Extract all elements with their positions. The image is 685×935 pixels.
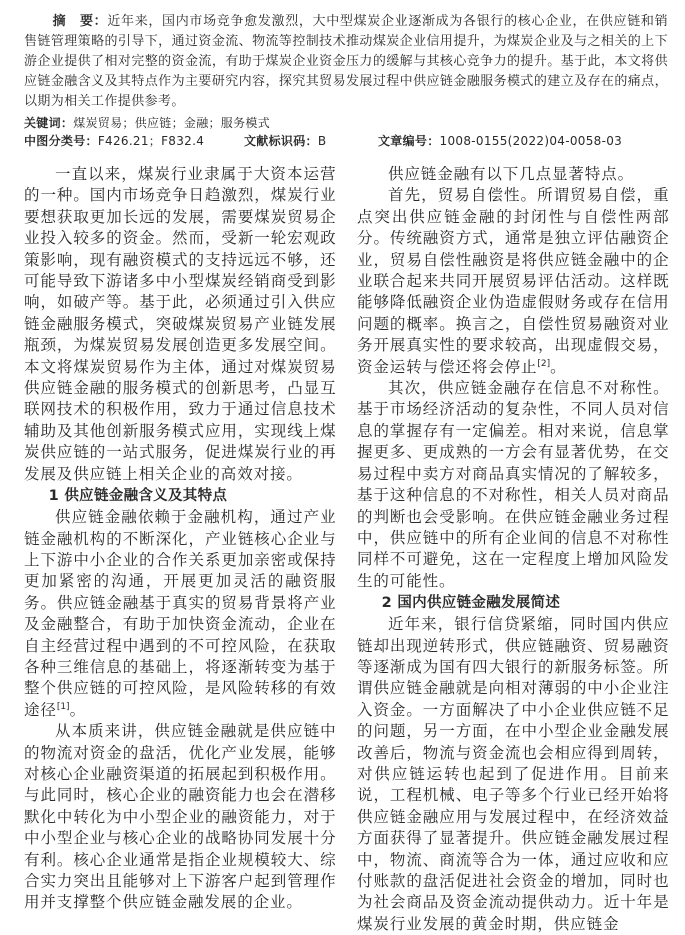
keywords [24, 114, 685, 132]
abstract-text: 近年来，国内市场竞争愈发激烈，大中型煤炭企业逐渐成为各银行的核心企业，在供应链和销售链管理策略的引导下，通过资金流、物流等控制技术推动煤炭企业信用提升，为煤炭企业及与之相关的上下游企业提供了相对完整的资金流，有助于煤炭企业资金压力的缓解与其核心竞争力的提升。基于此，本文将供应链金融含义及其特点作为主要研究内容，探究其贸易发展过程中供应链金融服务模式的建立及存在的痛点，以期为相关工作提供参考。 [24, 14, 668, 109]
left-column [24, 164, 337, 935]
keywords-label: 关键词： [24, 116, 74, 130]
citation-ref: [1] [56, 701, 70, 712]
paragraph: 从本质来讲，供应链金融就是供应链中的物流对资金的盘活，优化产业发展，能够对核心企业融资渠道的拓展起到积极作用。与此同时，核心企业的融资能力也会在潜移默化中转化为中小型企业的融资能力，对于中小型企业与核心企业的战略协同发展十分有利。核心企业通常是指企业规模较大、综合实力突出且能够对上下游客户起到管理作用并支撑整个供应链金融发展的企业。 [24, 722, 337, 912]
paragraph: 近年来，银行信贷紧缩，同时国内供应链却出现逆转形式，供应链融资、贸易融资等逐渐成为国有四大银行的新服务标签。所谓供应链金融就是向相对薄弱的中小企业注入资金。一方面解决了中小企业供应链不足的问题，另一方面，在中小型企业金融发展改善后，物流与资金流也会相应得到周转，对供应链运转也起到了促进作用。目前来说，工程机械、电子等多个行业已经开始将供应链金融应用与发展过程中，在经济效益方面获得了显著提升。供应链金融发展过程中，物流、商流等合为一体，通过应收和应付账款的盘活促进社会资金的增加，同时也为社会商品及资金流动提供动力。近十年是煤炭行业发展的黄金时期，供应链金 [357, 615, 670, 933]
right-column [357, 164, 670, 935]
paragraph: 供应链金融有以下几点显著特点。 [388, 165, 635, 183]
abstract-label: 摘 要： [52, 14, 108, 29]
section-heading-2: 2 国内供应链金融发展简述 [381, 595, 561, 612]
document-code: 文献标识码：B [244, 134, 327, 148]
paragraph: 首先，贸易自偿性。所谓贸易自偿，重点突出供应链金融的封闭性与自偿性两部分。传统融资方式，通常是独立评估融资企业，贸易自偿性融资是将供应链金融中的企业联合起来共同开展贸易评估活动。这样既能够降低融资企业伪造虚假财务或存在信用问题的概率。换言之，自偿性贸易融资对业务开展真实性的要求较高，出现虚假交易，资金运转与偿还将会停止[2]。 [357, 186, 670, 376]
keywords-text: 煤炭贸易；供应链；金融；服务模式 [73, 116, 271, 130]
classification-line [24, 132, 685, 150]
article-number: 文章编号：1008-0155(2022)04-0058-03 [378, 134, 623, 148]
section-heading-1: 1 供应链金融含义及其特点 [48, 488, 228, 505]
abstract [24, 12, 668, 112]
body-columns [0, 164, 685, 935]
article-header [0, 12, 685, 112]
intro-paragraph: 一直以来，煤炭行业隶属于大资本运营的一种。国内市场竞争日趋激烈，煤炭行业要想获取更加长远的发展，需要煤炭贸易企业投入较多的资金。然而，受新一轮宏观政策影响，现有融资模式的支持远远不够，还可能导致下游诸多中小型煤炭经销商受到影响，如破产等。基于此，必须通过引入供应链金融服务模式，突破煤炭贸易产业链发展瓶颈，为煤炭贸易发展创造更多发展空间。本文将煤炭贸易作为主体，通过对煤炭贸易供应链金融的服务模式的创新思考，凸显互联网技术的积极作用，致力于通过信息技术辅助及其他创新服务模式应用，实现线上煤炭供应链的一站式服务，促进煤炭行业的再发展及供应链上相关企业的高效对接。 [24, 165, 337, 483]
paragraph: 其次，供应链金融存在信息不对称性。基于市场经济活动的复杂性，不同人员对信息的掌握存有一定偏差。相对来说，信息掌握更多、更成熟的一方会有显著优势，在交易过程中卖方对商品真实情况的了解较多，基于这种信息的不对称性，相关人员对商品的判断也会受影响。在供应链金融业务过程中，供应链中的所有企业间的信息不对称性同样不可避免，这在一定程度上增加风险发生的可能性。 [357, 379, 670, 590]
clc-number: 中图分类号：F426.21；F832.4 [24, 134, 205, 148]
citation-ref: [2] [537, 358, 551, 369]
paragraph: 供应链金融依赖于金融机构，通过产业链金融机构的不断深化，产业链核心企业与上下游中小企业的合作关系更加亲密或保持更加紧密的沟通，开展更加灵活的融资服务。供应链金融基于真实的贸易背景将产业及金融整合，有助于加快资金流动，企业在自主经营过程中遇到的不可控风险，在获取各种三维信息的基础上，将逐渐转变为基于整个供应链的可控风险，是风险转移的有效途径[1]。 [24, 508, 337, 719]
